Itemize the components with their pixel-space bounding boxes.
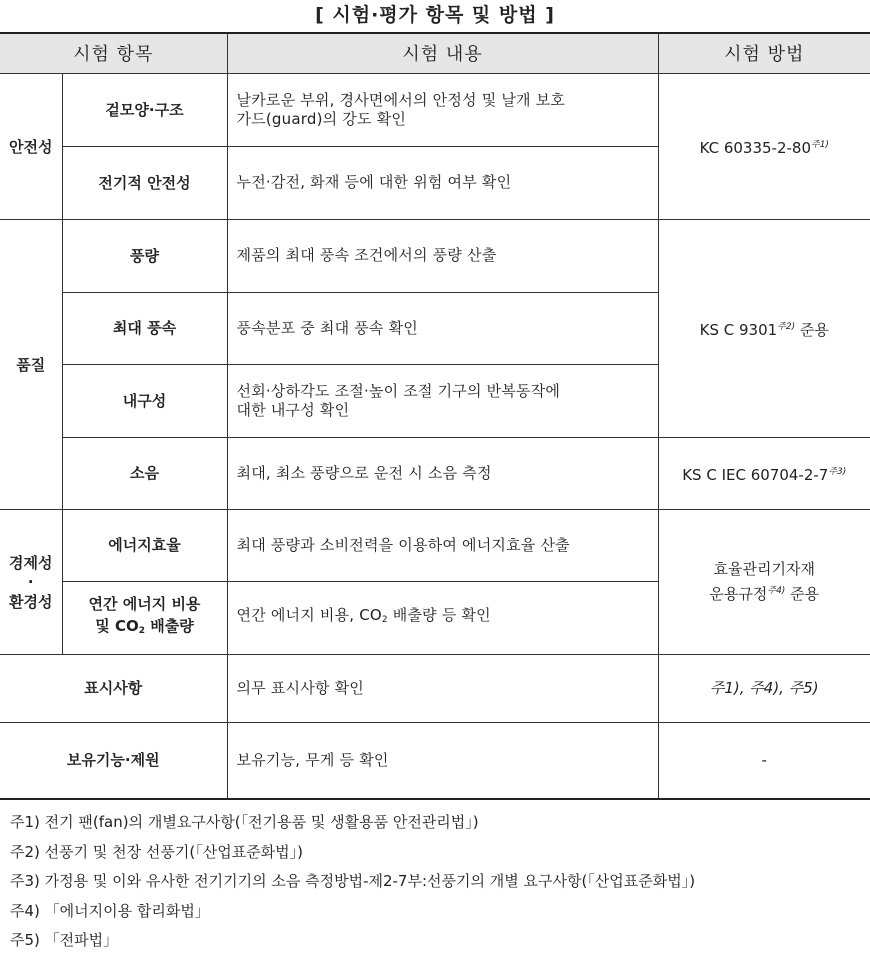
method-labeling: 주1), 주4), 주5) xyxy=(658,654,870,722)
table-row xyxy=(0,509,870,581)
table-row xyxy=(0,437,870,509)
item-label: 표시사항 xyxy=(0,654,227,722)
item-content: 최대 풍량과 소비전력을 이용하여 에너지효율 산출 xyxy=(227,509,658,581)
item-label: 내구성 xyxy=(62,364,227,437)
item-content xyxy=(227,73,658,146)
footnotes xyxy=(10,808,860,956)
item-content: 의무 표시사항 확인 xyxy=(227,654,658,722)
item-content: 제품의 최대 풍속 조건에서의 풍량 산출 xyxy=(227,219,658,292)
item-content: 풍속분포 중 최대 풍속 확인 xyxy=(227,292,658,364)
footnote: 주2) 선풍기 및 천장 선풍기(「산업표준화법」) xyxy=(10,842,304,861)
item-line: 배출량 xyxy=(145,617,194,635)
content-line: 대한 내구성 확인 xyxy=(236,400,350,419)
header-method: 시험 방법 xyxy=(658,33,870,73)
footnote: 주5) 「전파법」 xyxy=(10,931,119,949)
item-label: 최대 풍속 xyxy=(62,292,227,364)
content-line: 날카로운 부위, 경사면에서의 안정성 및 날개 보호 xyxy=(236,90,566,109)
footnote-ref: 주4) xyxy=(767,586,786,596)
content-line: 선회·상하각도 조절·높이 조절 기구의 반복동작에 xyxy=(236,381,561,400)
item-content: 최대, 최소 풍량으로 운전 시 소음 측정 xyxy=(227,437,658,509)
item-line: 연간 에너지 비용 xyxy=(88,595,201,613)
header-content: 시험 내용 xyxy=(227,33,658,73)
method-quality xyxy=(658,219,870,437)
method-suffix: 준용 xyxy=(785,585,820,603)
method-text: 효율관리기자재 xyxy=(713,560,815,578)
method-econ xyxy=(658,509,870,654)
table-header-row xyxy=(0,33,870,73)
footnote: 주3) 가정용 및 이와 유사한 전기기기의 소음 측정방법-제2-7부:선풍기의 개별 요구사항(「산업표준화법」) xyxy=(10,872,696,890)
test-spec-table xyxy=(0,32,870,800)
item-label: 에너지효율 xyxy=(62,509,227,581)
footnote-ref: 주2) xyxy=(777,321,796,332)
method-noise xyxy=(658,437,870,509)
category-line: 경제성 xyxy=(9,553,53,572)
method-text: KC 60335-2-80 xyxy=(699,138,811,157)
category-line: 환경성 xyxy=(9,592,53,611)
item-content xyxy=(227,364,658,437)
item-label: 소음 xyxy=(62,437,227,509)
item-label: 보유기능·제원 xyxy=(0,722,227,799)
content-line: 가드(guard)의 강도 확인 xyxy=(236,109,407,128)
item-content: 보유기능, 무게 등 확인 xyxy=(227,722,658,799)
page-title: [ 시험·평가 항목 및 방법 ] xyxy=(315,4,555,26)
table-row xyxy=(0,219,870,292)
method-features: - xyxy=(658,722,870,799)
method-text: KS C IEC 60704-2-7 xyxy=(682,465,829,484)
category-safety: 안전성 xyxy=(0,73,62,219)
item-label: 전기적 안전성 xyxy=(62,146,227,219)
footnote: 주1) 전기 팬(fan)의 개별요구사항(「전기용품 및 생활용품 안전관리법」) xyxy=(10,813,479,831)
table-row xyxy=(0,654,870,722)
category-line: · xyxy=(27,572,34,591)
category-economy-environment xyxy=(0,509,62,654)
content-text: 배출량 등 확인 xyxy=(387,605,491,624)
footnote-ref: 주1) xyxy=(811,139,829,150)
method-suffix: 준용 xyxy=(795,320,829,339)
table-row xyxy=(0,722,870,799)
method-safety xyxy=(658,73,870,219)
item-label xyxy=(62,581,227,654)
item-line: 및 CO xyxy=(95,617,139,635)
category-quality: 품질 xyxy=(0,219,62,509)
item-content: 누전·감전, 화재 등에 대한 위험 여부 확인 xyxy=(227,146,658,219)
item-label: 겉모양·구조 xyxy=(62,73,227,146)
item-label: 풍량 xyxy=(62,219,227,292)
footnote: 주4) 「에너지이용 합리화법」 xyxy=(10,901,210,920)
header-item: 시험 항목 xyxy=(0,33,227,73)
item-content xyxy=(227,581,658,654)
subscript: 2 xyxy=(381,614,388,625)
subscript: 2 xyxy=(138,626,146,636)
footnote-ref: 주3) xyxy=(828,466,847,477)
content-text: 연간 에너지 비용, CO xyxy=(236,605,382,624)
method-text: KS C 9301 xyxy=(699,320,778,339)
method-text: 운용규정 xyxy=(709,585,768,603)
table-row xyxy=(0,73,870,146)
